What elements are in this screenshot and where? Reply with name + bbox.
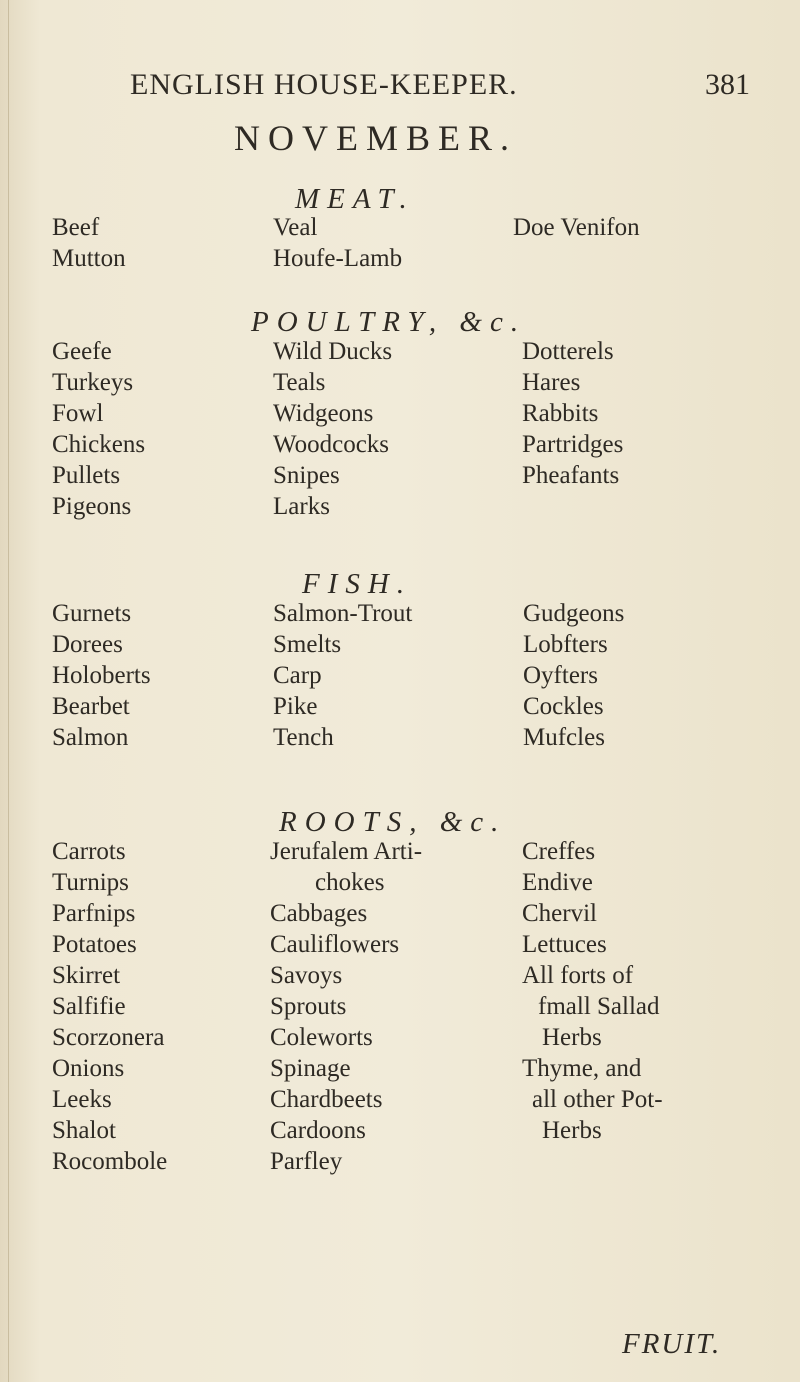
list-item: Woodcocks: [273, 431, 390, 458]
list-item: Turnips: [52, 869, 129, 896]
list-item: Onions: [52, 1055, 125, 1082]
list-item: Doe Venifon: [513, 214, 640, 241]
list-item: Thyme, and: [522, 1055, 642, 1082]
list-item: Cabbages: [270, 900, 368, 927]
list-item: Leeks: [52, 1086, 112, 1113]
section-heading-roots: ROOTS, &c.: [279, 806, 507, 838]
list-item: Mufcles: [523, 724, 605, 751]
list-item: Holoberts: [52, 662, 151, 689]
list-item: Veal: [273, 214, 318, 241]
list-item: Chervil: [522, 900, 597, 927]
month-title: NOVEMBER.: [234, 118, 518, 158]
list-item: Chickens: [52, 431, 146, 458]
list-item: Rabbits: [522, 400, 599, 427]
roots-column-3: [522, 836, 663, 1146]
list-item: Spinage: [270, 1055, 351, 1082]
page-edge: [8, 0, 9, 1382]
list-item: Pheafants: [522, 462, 620, 489]
list-item: Savoys: [270, 962, 343, 989]
poultry-column-2: [273, 336, 392, 522]
list-item: fmall Sallad: [538, 993, 660, 1020]
list-item: Parfley: [270, 1148, 343, 1175]
list-item: Pike: [273, 693, 318, 720]
list-item: Creffes: [522, 838, 596, 865]
list-item: Teals: [273, 369, 326, 396]
list-item: Geefe: [52, 338, 112, 365]
list-item: Fowl: [52, 400, 104, 427]
list-item: Jerufalem Arti-: [270, 838, 423, 865]
page-number: 381: [705, 68, 750, 101]
catchword: FRUIT.: [622, 1328, 722, 1360]
roots-column-2: [270, 836, 422, 1177]
list-item: Gurnets: [52, 600, 132, 627]
list-item: All forts of: [522, 962, 634, 989]
list-item: Snipes: [273, 462, 340, 489]
list-item: Widgeons: [273, 400, 374, 427]
list-item: Herbs: [542, 1024, 602, 1051]
meat-column-1: [52, 212, 126, 274]
list-item: Potatoes: [52, 931, 137, 958]
running-head: ENGLISH HOUSE-KEEPER.: [130, 68, 518, 101]
list-item: Chardbeets: [270, 1086, 383, 1113]
list-item: Skirret: [52, 962, 121, 989]
list-item: Endive: [522, 869, 593, 896]
list-item: Lobfters: [523, 631, 608, 658]
poultry-column-3: [522, 336, 623, 491]
list-item: Mutton: [52, 245, 126, 272]
list-item: Houfe-Lamb: [273, 245, 403, 272]
list-item: Cauliflowers: [270, 931, 400, 958]
list-item: Salmon: [52, 724, 129, 751]
list-item: Carrots: [52, 838, 126, 865]
list-item: Pullets: [52, 462, 121, 489]
list-item: Smelts: [273, 631, 342, 658]
list-item: Herbs: [542, 1117, 602, 1144]
list-item: Beef: [52, 214, 100, 241]
section-heading-meat: MEAT.: [295, 183, 415, 215]
list-item: Hares: [522, 369, 581, 396]
section-heading-poultry: POULTRY, &c.: [251, 306, 527, 338]
roots-column-1: [52, 836, 167, 1177]
list-item: chokes: [315, 869, 385, 896]
list-item: all other Pot-: [532, 1086, 663, 1113]
list-item: Bearbet: [52, 693, 130, 720]
list-item: Dorees: [52, 631, 123, 658]
list-item: Parfnips: [52, 900, 136, 927]
list-item: Wild Ducks: [273, 338, 393, 365]
meat-column-3: [513, 212, 640, 243]
meat-column-2: [273, 212, 402, 274]
list-item: Oyfters: [523, 662, 598, 689]
list-item: Shalot: [52, 1117, 116, 1144]
list-item: Scorzonera: [52, 1024, 165, 1051]
list-item: Larks: [273, 493, 330, 520]
fish-column-1: [52, 598, 151, 753]
list-item: Sprouts: [270, 993, 347, 1020]
list-item: Turkeys: [52, 369, 134, 396]
list-item: Pigeons: [52, 493, 132, 520]
fish-column-2: [273, 598, 412, 753]
list-item: Lettuces: [522, 931, 607, 958]
list-item: Salfifie: [52, 993, 126, 1020]
fish-column-3: [523, 598, 624, 753]
list-item: Carp: [273, 662, 322, 689]
list-item: Dotterels: [522, 338, 614, 365]
list-item: Cardoons: [270, 1117, 366, 1144]
list-item: Gudgeons: [523, 600, 625, 627]
list-item: Coleworts: [270, 1024, 373, 1051]
list-item: Cockles: [523, 693, 604, 720]
poultry-column-1: [52, 336, 145, 522]
list-item: Salmon-Trout: [273, 600, 413, 627]
list-item: Partridges: [522, 431, 624, 458]
section-heading-fish: FISH.: [302, 568, 413, 600]
list-item: Rocombole: [52, 1148, 168, 1175]
list-item: Tench: [273, 724, 334, 751]
